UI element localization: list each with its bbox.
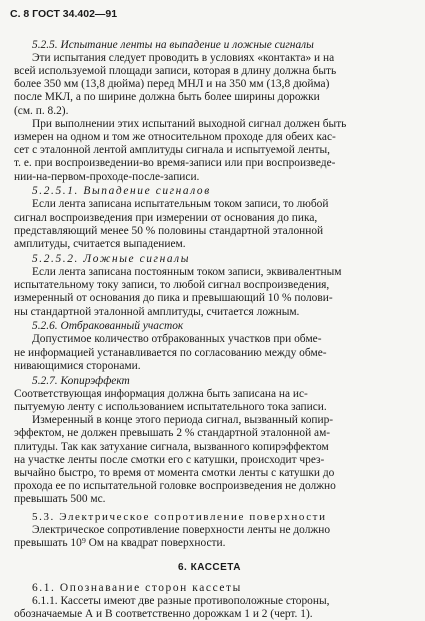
text-line: прохода ее по испытательной головке воспроизведения не должно — [14, 480, 336, 493]
text-line: амплитуды, считается выпадением. — [14, 238, 186, 250]
text-line: нивающимися сторонами. — [14, 359, 141, 372]
running-header: С. 8 ГОСТ 34.402—91 — [10, 8, 118, 20]
text-line: Допустимое количество отбракованных участков при обме- — [32, 333, 322, 346]
text-line: обозначаемые А и В соответственно дорожкам 1 и 2 (черт. 1). — [14, 608, 313, 621]
section-heading-5-3: 5.3. Электрическое сопротивление поверхности — [32, 511, 327, 523]
text-line: сет с эталонной лентой амплитуды сигнала и испытуемой ленты, — [14, 144, 330, 157]
text-line: вычайно быстро, то время от момента смотки ленты с катушки до — [14, 466, 335, 479]
text-line: Эти испытания следует проводить в условиях «контакта» и на — [32, 51, 335, 64]
text-line: Соответствующая информация должна быть записана на ис- — [14, 387, 308, 400]
section-heading-5-2-5: 5.2.5. Испытание ленты на выпадение и ложные сигналы — [32, 38, 314, 51]
text-line: пытуемую ленту с использованием испытательного тока записи. — [14, 400, 327, 413]
section-heading-6: 6. КАССЕТА — [178, 561, 242, 573]
text-line: более 350 мм (13,8 дюйма) перед МНЛ и на 350 мм (13,8 дюйма) — [14, 78, 330, 91]
text-line: представляющий менее 50 % половины стандартной эталонной — [14, 224, 324, 237]
text-line: испытательному току записи, то любой сигнал воспроизведения, — [14, 279, 330, 292]
text-line: эффектом, не должен превышать 2 % стандартной эталонной ам- — [14, 427, 331, 440]
section-heading-5-2-5-2: 5.2.5.2. Ложные сигналы — [32, 252, 191, 265]
text-line: превышать 10⁹ Ом на квадрат поверхности. — [14, 537, 226, 550]
text-line: измеренный от основания до пика и превышающий 10 % полови- — [14, 292, 333, 305]
text-line: не информацией устанавливается по согласованию между обме- — [14, 346, 327, 359]
text-line: нии-на-первом-проходе-после-записи. — [14, 170, 200, 183]
text-line: Если лента записана испытательным током записи, то любой — [32, 198, 329, 211]
text-line: на участке ленты после смотки его с катушки, происходит чрез- — [14, 453, 325, 466]
text-line: 6.1.1. Кассеты имеют две разные противоположные стороны, — [32, 595, 330, 607]
text-line: после МКЛ, а по ширине должна быть более ширины дорожки — [14, 91, 320, 104]
section-heading-6-1: 6.1. Опознавание сторон кассеты — [32, 581, 242, 594]
text-line: превышать 500 мс. — [14, 493, 106, 506]
text-line: сигнал воспроизведения при измерении от основания до пика, — [14, 211, 318, 224]
text-line: При выполнении этих испытаний выходной сигнал должен быть — [32, 117, 347, 130]
text-line: Если лента записана постоянным током записи, эквивалентным — [32, 265, 342, 278]
section-heading-5-2-5-1: 5.2.5.1. Выпадение сигналов — [32, 185, 211, 198]
text-line: (см. п. 8.2). — [14, 104, 69, 117]
text-line: всей используемой площади записи, которая в длину должна быть — [14, 64, 337, 77]
text-line: Измеренный в конце этого периода сигнал, вызванный копир- — [32, 414, 334, 427]
text-line: измерен на одном и том же относительном проходе для обеих кас- — [14, 130, 336, 143]
text-line: ны стандартной эталонной амплитуды, считается ложным. — [14, 305, 300, 318]
section-heading-5-2-6: 5.2.6. Отбракованный участок — [32, 320, 184, 333]
text-line: т. е. при воспроизведении-во время-записи или при воспроизведе- — [14, 157, 336, 170]
section-heading-5-2-7: 5.2.7. Копирэффект — [32, 374, 130, 387]
text-line: Электрическое сопротивление поверхности ленты не должно — [32, 524, 331, 537]
text-line: плитуды. Так как затухание сигнала, вызванного копирэффектом — [14, 440, 329, 453]
